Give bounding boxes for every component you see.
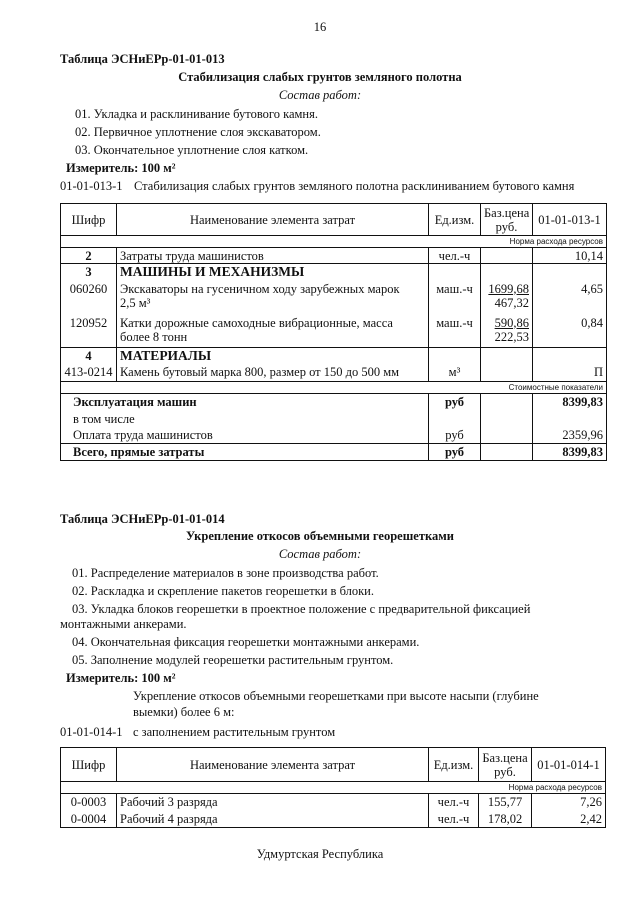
total-value: 8399,83 — [533, 394, 607, 411]
section-name: МАШИНЫ И МЕХАНИЗМЫ — [117, 264, 429, 280]
row-unit: чел.-ч — [429, 248, 481, 264]
table-1-meter: Измеритель: 100 м² — [66, 161, 176, 175]
table-2-group-desc-line1: Укрепление откосов объемными георешетками при высоте насыпи (глубине — [133, 689, 539, 703]
header-cipher: Шифр — [61, 748, 117, 782]
estimate-table-1 — [60, 203, 607, 461]
row-unit: м³ — [429, 364, 481, 382]
cost-subheader-row — [61, 382, 607, 394]
row-value: 0,84 — [533, 314, 607, 348]
header-cost-element: Наименование элемента затрат — [117, 204, 429, 236]
total-unit: руб — [429, 444, 481, 461]
table-2-meter: Измеритель: 100 м² — [66, 671, 176, 685]
row-unit: маш.-ч — [429, 280, 481, 314]
total-row — [61, 444, 607, 461]
table-2-work-item-cont: монтажными анкерами. — [60, 617, 187, 631]
header-base-price-line2: руб. — [495, 219, 518, 234]
section-row — [61, 264, 607, 280]
header-base-price — [479, 748, 532, 782]
row-code: 2 — [61, 248, 117, 264]
row-code: 0-0003 — [61, 794, 117, 811]
row-name: Затраты труда машинистов — [117, 248, 429, 264]
table-1-work-item: 03. Окончательное уплотнение слоя катком. — [75, 143, 309, 157]
table-header-row — [61, 748, 606, 782]
table-1-code: 01-01-013-1 — [60, 179, 123, 193]
table-2-code: 01-01-014-1 — [60, 725, 123, 739]
table-header-row — [61, 204, 607, 236]
table-1-work-item: 02. Первичное уплотнение слоя экскаватором. — [75, 125, 321, 139]
table-1-name: Стабилизация слабых грунтов земляного полотна — [178, 70, 462, 84]
total-row — [61, 411, 607, 427]
row-name: Экскаваторы на гусеничном ходу зарубежных марок 2,5 м³ — [117, 280, 429, 314]
header-base-price-line1: Баз.цена — [484, 205, 530, 220]
norm-label: Норма расхода ресурсов — [61, 236, 607, 248]
total-row — [61, 427, 607, 444]
row-unit: чел.-ч — [429, 811, 479, 828]
page-number: 16 — [313, 20, 327, 34]
norm-label: Норма расхода ресурсов — [61, 782, 606, 794]
table-2-works-label: Состав работ: — [278, 547, 362, 561]
table-2-work-item: 01. Распределение материалов в зоне производства работ. — [72, 566, 379, 580]
header-base-price-line2: руб. — [494, 764, 516, 779]
total-row — [61, 394, 607, 411]
header-base-price — [481, 204, 533, 236]
table-row — [61, 248, 607, 264]
row-price: 1699,68 467,32 — [481, 280, 533, 314]
header-cipher: Шифр — [61, 204, 117, 236]
row-value: 10,14 — [533, 248, 607, 264]
total-name: Оплата труда машинистов — [61, 427, 429, 444]
table-2-work-item: 03. Укладка блоков георешетки в проектное положение с предварительной фиксацией — [72, 602, 531, 616]
table-2-work-item: 05. Заполнение модулей георешетки растительным грунтом. — [72, 653, 394, 667]
row-unit: чел.-ч — [429, 794, 479, 811]
table-2-name: Укрепление откосов объемными георешетками — [186, 529, 454, 543]
header-unit: Ед.изм. — [429, 204, 481, 236]
header-cost-element: Наименование элемента затрат — [117, 748, 429, 782]
row-price: 155,77 — [479, 794, 532, 811]
row-name: Рабочий 3 разряда — [117, 794, 429, 811]
row-name: Рабочий 4 разряда — [117, 811, 429, 828]
total-unit: руб — [429, 394, 481, 411]
row-name: Катки дорожные самоходные вибрационные, масса более 8 тонн — [117, 314, 429, 348]
section-code: 4 — [61, 348, 117, 364]
total-value: 8399,83 — [533, 444, 607, 461]
header-code-column: 01-01-014-1 — [532, 748, 606, 782]
table-1-code-desc: Стабилизация слабых грунтов земляного полотна расклиниванием бутового камня — [134, 179, 575, 193]
footer-region: Удмуртская Республика — [256, 847, 384, 861]
table-row — [61, 364, 607, 382]
total-name: Эксплуатация машин — [61, 394, 429, 411]
total-name: в том числе — [61, 411, 429, 427]
table-2-work-item: 04. Окончательная фиксация георешетки монтажными анкерами. — [72, 635, 420, 649]
table-1-title: Таблица ЭСНиЕРр-01-01-013 — [60, 52, 225, 66]
row-value: 7,26 — [532, 794, 606, 811]
row-price: 178,02 — [479, 811, 532, 828]
row-value: П — [533, 364, 607, 382]
row-price: 590,86 222,53 — [481, 314, 533, 348]
table-1-works-label: Состав работ: — [278, 88, 362, 102]
row-value: 4,65 — [533, 280, 607, 314]
row-value: 2,42 — [532, 811, 606, 828]
header-code-column: 01-01-013-1 — [533, 204, 607, 236]
row-code: 413-0214 — [61, 364, 117, 382]
row-code: 0-0004 — [61, 811, 117, 828]
table-2-title: Таблица ЭСНиЕРр-01-01-014 — [60, 512, 225, 526]
header-unit: Ед.изм. — [429, 748, 479, 782]
section-name: МАТЕРИАЛЫ — [117, 348, 429, 364]
norm-subheader-row — [61, 782, 606, 794]
row-code: 120952 — [61, 314, 117, 348]
estimate-table-2 — [60, 747, 606, 828]
row-code: 060260 — [61, 280, 117, 314]
header-base-price-line1: Баз.цена — [482, 750, 528, 765]
table-row — [61, 794, 606, 811]
total-unit: руб — [429, 427, 481, 444]
table-2-work-item: 02. Раскладка и скрепление пакетов георешетки в блоки. — [72, 584, 374, 598]
table-row — [61, 811, 606, 828]
cost-label: Стоимостные показатели — [61, 382, 607, 394]
table-row — [61, 280, 607, 314]
total-name: Всего, прямые затраты — [61, 444, 429, 461]
table-row — [61, 314, 607, 348]
norm-subheader-row — [61, 236, 607, 248]
section-row — [61, 348, 607, 364]
row-name: Камень бутовый марка 800, размер от 150 до 500 мм — [117, 364, 429, 382]
section-code: 3 — [61, 264, 117, 280]
table-2-group-desc-line2: выемки) более 6 м: — [133, 705, 235, 719]
row-unit: маш.-ч — [429, 314, 481, 348]
total-value: 2359,96 — [533, 427, 607, 444]
table-2-code-desc: с заполнением растительным грунтом — [133, 725, 336, 739]
table-1-work-item: 01. Укладка и расклинивание бутового камня. — [75, 107, 318, 121]
